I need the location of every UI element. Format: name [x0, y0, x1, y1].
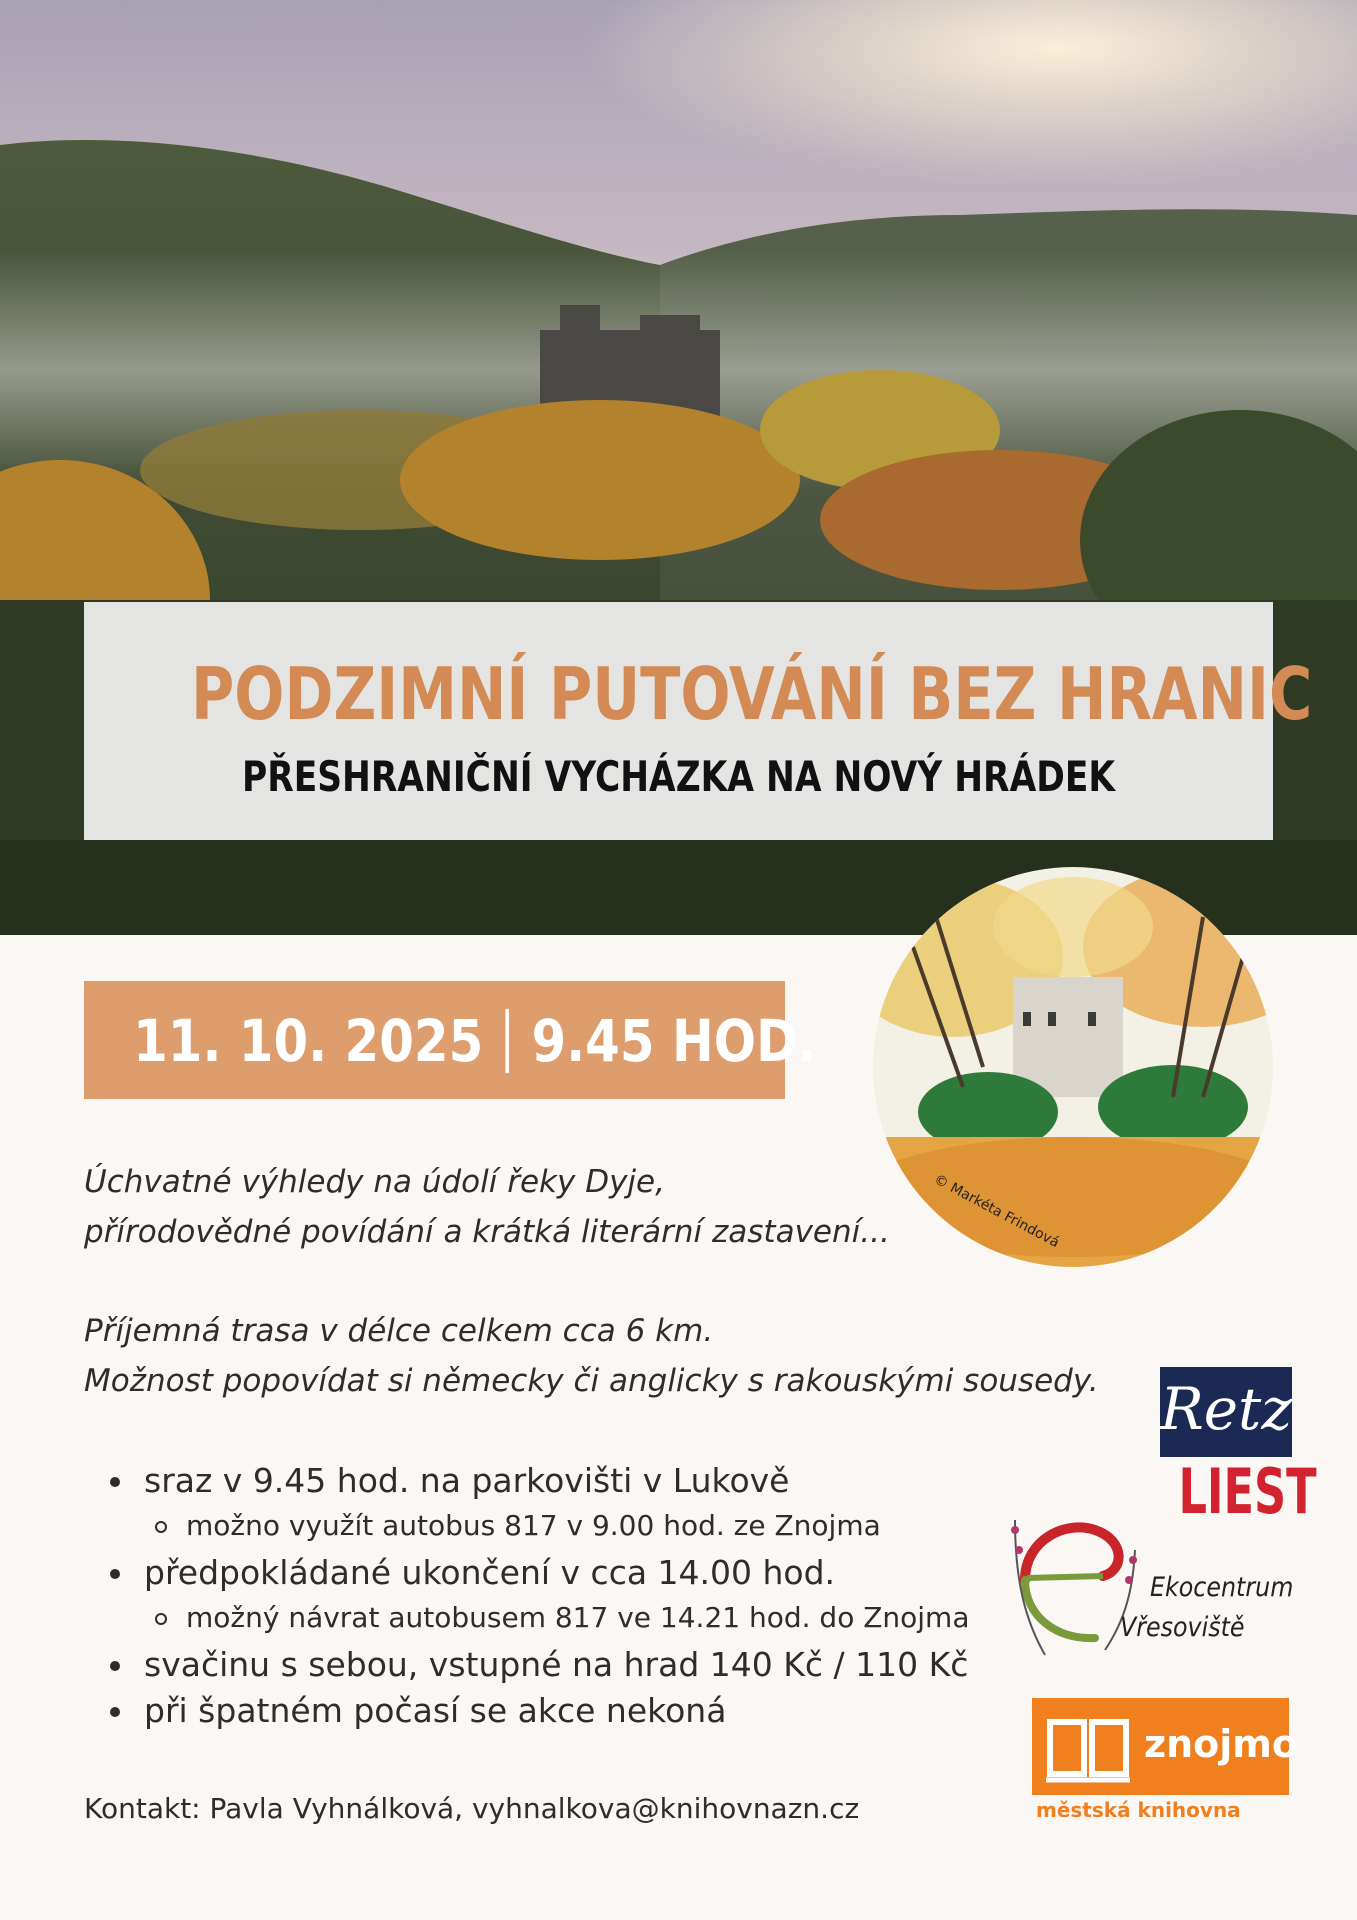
ekocentrum-label: Ekocentrum: [1150, 1572, 1294, 1603]
title-box: [84, 602, 1313, 840]
intro-paragraph-1: [84, 1157, 890, 1257]
event-date: 11. 10. 2025: [133, 1007, 484, 1075]
intro-line: Možnost popovídat si německy či anglicky s rakouskými sousedy.: [84, 1363, 1099, 1399]
date-time-banner: [84, 981, 817, 1099]
znojmo-logo-block: [1032, 1698, 1299, 1795]
contact-line: Kontakt: Pavla Vyhnálková, vyhnalkova@knihovnazn.cz: [84, 1792, 860, 1825]
bullet-icon: [110, 1569, 120, 1579]
event-title: PODZIMNÍ PUTOVÁNÍ BEZ HRANIC: [191, 652, 1313, 736]
event-subtitle: PŘESHRANIČNÍ VYCHÁZKA NA NOVÝ HRÁDEK: [241, 752, 1116, 801]
ekocentrum-logo: [985, 1500, 1295, 1660]
retz-wordmark: Retz: [1160, 1375, 1292, 1443]
bullet-icon: [110, 1661, 120, 1671]
znojmo-library-logo: [1032, 1698, 1299, 1824]
bullet-icon: [110, 1707, 120, 1717]
castle-painting: [873, 867, 1273, 1267]
intro-line: Úchvatné výhledy na údolí řeky Dyje,: [84, 1164, 665, 1200]
intro-line: Příjemná trasa v délce celkem cca 6 km.: [84, 1313, 714, 1349]
sub-bullet-icon: [155, 1521, 167, 1533]
sub-bullet-icon: [155, 1613, 167, 1625]
event-time: 9.45 HOD.: [531, 1007, 817, 1075]
mestska-knihovna-label: městská knihovna: [1036, 1798, 1241, 1822]
retz-logo-block: [1160, 1367, 1292, 1457]
znojmo-wordmark: znojmo: [1144, 1722, 1299, 1766]
liest-wordmark: LIEST: [1178, 1455, 1317, 1528]
bullet-icon: [110, 1477, 120, 1487]
vresoviste-label: Vřesoviště: [1120, 1612, 1245, 1643]
painting-credit: © Markéta Frindová: [931, 1171, 1062, 1252]
intro-line: přírodovědné povídání a krátká literární zastavení...: [84, 1214, 890, 1250]
intro-paragraph-2: [84, 1306, 1099, 1406]
open-book-icon: [1040, 1698, 1136, 1795]
date-divider: [506, 1009, 509, 1073]
